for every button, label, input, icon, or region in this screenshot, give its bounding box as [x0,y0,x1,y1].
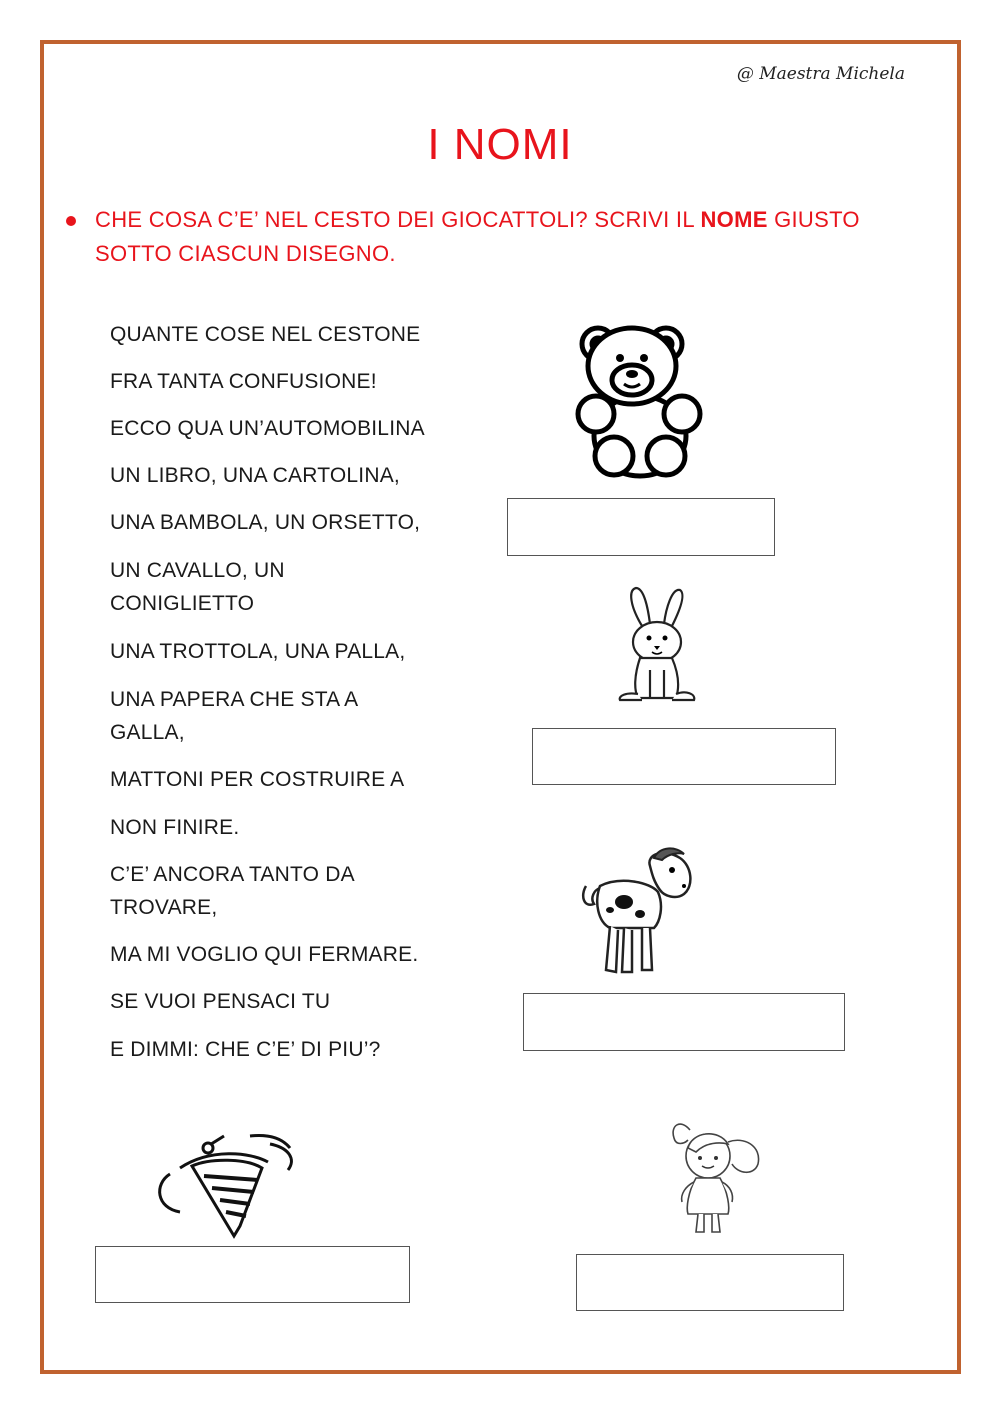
answer-doll-input[interactable] [576,1254,844,1311]
answer-bunny-input[interactable] [532,728,836,785]
author-credit: @ Maestra Michela [736,64,905,84]
spinning-top-icon [150,1128,300,1238]
bullet-icon [66,216,76,226]
instruction-highlight: NOME [700,207,768,232]
teddy-bear-icon [570,318,710,478]
poem-line: QUANTE COSE NEL CESTONE [110,323,421,346]
answer-horse-input[interactable] [523,993,845,1051]
poem-line: UN CAVALLO, UN CONIGLIETTO [110,559,285,615]
answer-spinning-top-input[interactable] [95,1246,410,1303]
instruction-text: CHE COSA C’E’ NEL CESTO DEI GIOCATTOLI? SCRIVI IL NOME GIUSTO SOTTO CIASCUN DISEGNO. [95,207,860,266]
poem-line: UN LIBRO, UNA CARTOLINA, [110,464,400,487]
poem-line: SE VUOI PENSACI TU [110,990,331,1013]
bunny-icon [612,586,702,706]
poem-line: ECCO QUA UN’AUTOMOBILINA [110,417,425,440]
poem-line: MATTONI PER COSTRUIRE A [110,768,405,791]
poem-line: FRA TANTA CONFUSIONE! [110,370,377,393]
poem-line: NON FINIRE. [110,816,240,839]
answer-teddy-bear-input[interactable] [507,498,775,556]
horse-icon [580,846,700,981]
poem-line: E DIMMI: CHE C’E’ DI PIU’? [110,1038,381,1061]
poem-line: UNA TROTTOLA, UNA PALLA, [110,640,406,663]
poem-line: MA MI VOGLIO QUI FERMARE. [110,943,419,966]
doll-icon [666,1116,766,1238]
poem-line: UNA PAPERA CHE STA A GALLA, [110,688,358,744]
page-title: I NOMI [427,120,573,169]
poem-line: C’E’ ANCORA TANTO DA TROVARE, [110,863,354,919]
poem-line: UNA BAMBOLA, UN ORSETTO, [110,511,421,534]
